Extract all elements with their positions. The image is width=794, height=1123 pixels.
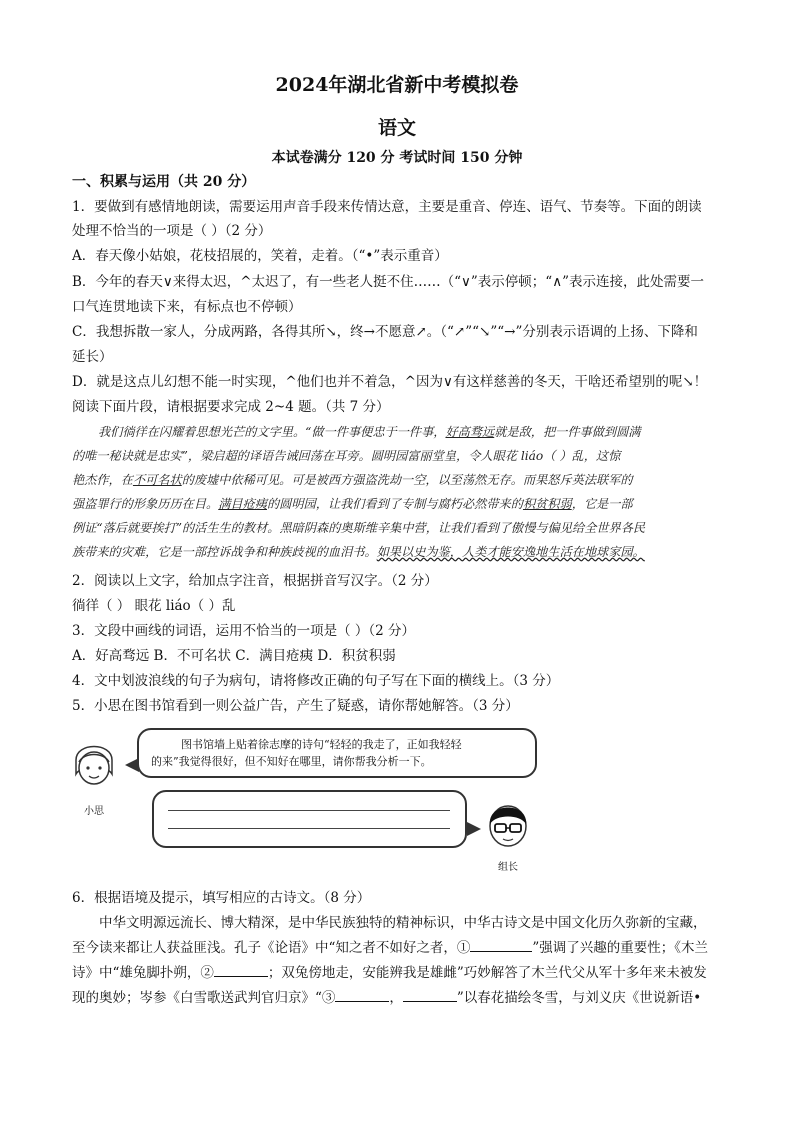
q1-option-c-line2: 延长） — [72, 349, 113, 365]
q1-option-b-line1: B．今年的春天∨来得太迟，^太迟了，有一些老人挺不住……（“∨”表示停顿；“∧”表示连接，此处需要一 — [72, 274, 704, 290]
answer-line — [168, 828, 450, 829]
underlined-word: 满目疮痍 — [218, 497, 267, 511]
q1-stem-line2: 处理不恰当的一项是（ ）（2 分） — [72, 223, 272, 239]
underlined-word: 积贫积弱 — [522, 497, 572, 511]
q6-stem: 6．根据语境及提示，填写相应的古诗文。（8 分） — [72, 890, 371, 906]
q1-stem-line1: 1．要做到有感情地朗读，需要运用声音手段来传情达意，主要是重音、停连、语气、节奏等。下面的朗读 — [72, 199, 702, 215]
passage-line: 艳杰作，在不可名状的废墟中依稀可见。可是被西方强盗洗劫一空，以至荡然无存。而果怒斥英法联军的 — [72, 473, 633, 487]
answer-line — [168, 810, 450, 811]
comic-illustration — [72, 722, 537, 872]
passage-line: 族带来的灾难，它是一部控诉战争和种族歧视的血泪书。如果以史为鉴，人类才能安逸地生活在地球家园。 — [72, 545, 645, 559]
section-heading: 一、积累与运用（共 20 分） — [72, 174, 256, 190]
boy-avatar-icon — [482, 794, 534, 856]
q6-paragraph-line: 至今读来都让人获益匪浅。孔子《论语》中“知之者不如好之者，① ”强调了兴趣的重要性；《木兰 — [72, 936, 732, 961]
exam-title: 2024年湖北省新中考模拟卷 — [275, 74, 519, 96]
subject-title: 语文 — [377, 117, 416, 139]
girl-label: 小思 — [84, 806, 104, 817]
exam-info: 本试卷满分 120 分 考试时间 150 分钟 — [271, 150, 523, 166]
q2-blanks: 徜徉（ ） 眼花 liáo（ ）乱 — [72, 598, 236, 614]
q3-stem: 3．文段中画线的词语，运用不恰当的一项是（ ）（2 分） — [72, 623, 416, 639]
fill-blank-3b[interactable] — [403, 987, 457, 1002]
q1-option-d: D．就是这点儿幻想不能一时实现，^他们也并不着急，^因为∨有这样慈善的冬天，干啥还希望别的呢↘！ — [72, 374, 708, 390]
q1-option-c-line1: C．我想拆散一家人，分成两路，各得其所↘，终→不愿意↗。（“↗”“↘”“→”分别表示语调的上扬、下降和 — [72, 324, 698, 340]
q4-stem: 4．文中划波浪线的句子为病句，请将修改正确的句子写在下面的横线上。（3 分） — [72, 673, 560, 689]
passage-line: 例证“落后就要挨打”的活生生的教材。黑暗阴森的奥斯维辛集中营，让我们看到了傲慢与偏见给全世界各民 — [72, 521, 646, 535]
q6-paragraph-line: 中华文明源远流长、博大精深，是中华民族独特的精神标识，中华古诗文是中国文化历久弥新的宝藏， — [99, 915, 707, 931]
speech-bubble-answer — [152, 790, 467, 848]
speech-tail — [467, 822, 481, 836]
q6-paragraph-line: 现的奥妙；岑参《白雪歌送武判官归京》“③ ， ”以春花描绘冬雪，与刘义庆《世说新语• — [72, 986, 732, 1011]
reading-passage — [72, 420, 732, 564]
q3-options: A．好高骛远 B．不可名状 C．满目疮痍 D．积贫积弱 — [72, 648, 396, 664]
fill-blank-3a[interactable] — [335, 987, 389, 1002]
reading-intro: 阅读下面片段，请根据要求完成 2~4 题。（共 7 分） — [72, 399, 390, 415]
wavy-sentence: 如果以史为鉴，人类才能安逸地生活在地球家园。 — [376, 545, 645, 559]
q1-option-a: A．春天像小姑娘，花枝招展的，笑着，走着。（“•”表示重音） — [72, 248, 448, 264]
fill-blank-1[interactable] — [470, 937, 532, 952]
girl-avatar-icon — [72, 734, 116, 798]
fill-blank-2[interactable] — [214, 962, 268, 977]
q1-option-b-line2: 口气连贯地读下来，有标点也不停顿） — [72, 299, 302, 315]
q2-stem: 2．阅读以上文字，给加点字注音，根据拼音写汉字。（2 分） — [72, 573, 438, 589]
underlined-word: 好高骛远 — [445, 425, 495, 439]
passage-line: 我们徜徉在闪耀着思想光芒的文字里。“做一件事便忠于一件事，好高骛远就是敌，把一件事做到圆满 — [98, 425, 641, 439]
passage-line: 的唯一秘诀就是忠实”，梁启超的译语告诫回荡在耳旁。圆明园富丽堂皇，令人眼花 liáo（ ）乱，这惊 — [72, 449, 621, 463]
boy-label: 组长 — [498, 862, 518, 873]
speech-bubble-question: 图书馆墙上贴着徐志摩的诗句“轻轻的我走了，正如我轻轻 的来”我觉得很好，但不知好在哪里，请你帮我分析一下。 — [137, 728, 537, 778]
underlined-word: 不可名状 — [132, 473, 182, 487]
q5-stem: 5．小思在图书馆看到一则公益广告，产生了疑惑，请你帮她解答。（3 分） — [72, 698, 519, 714]
passage-line: 强盗罪行的形象历历在目。满目疮痍的圆明园，让我们看到了专制与腐朽必然带来的积贫积弱，它是一部 — [72, 497, 633, 511]
q6-paragraph-line: 诗》中“雄兔脚扑朔，② ；双兔傍地走，安能辨我是雄雌”巧妙解答了木兰代父从军十多年来未被发 — [72, 961, 732, 986]
